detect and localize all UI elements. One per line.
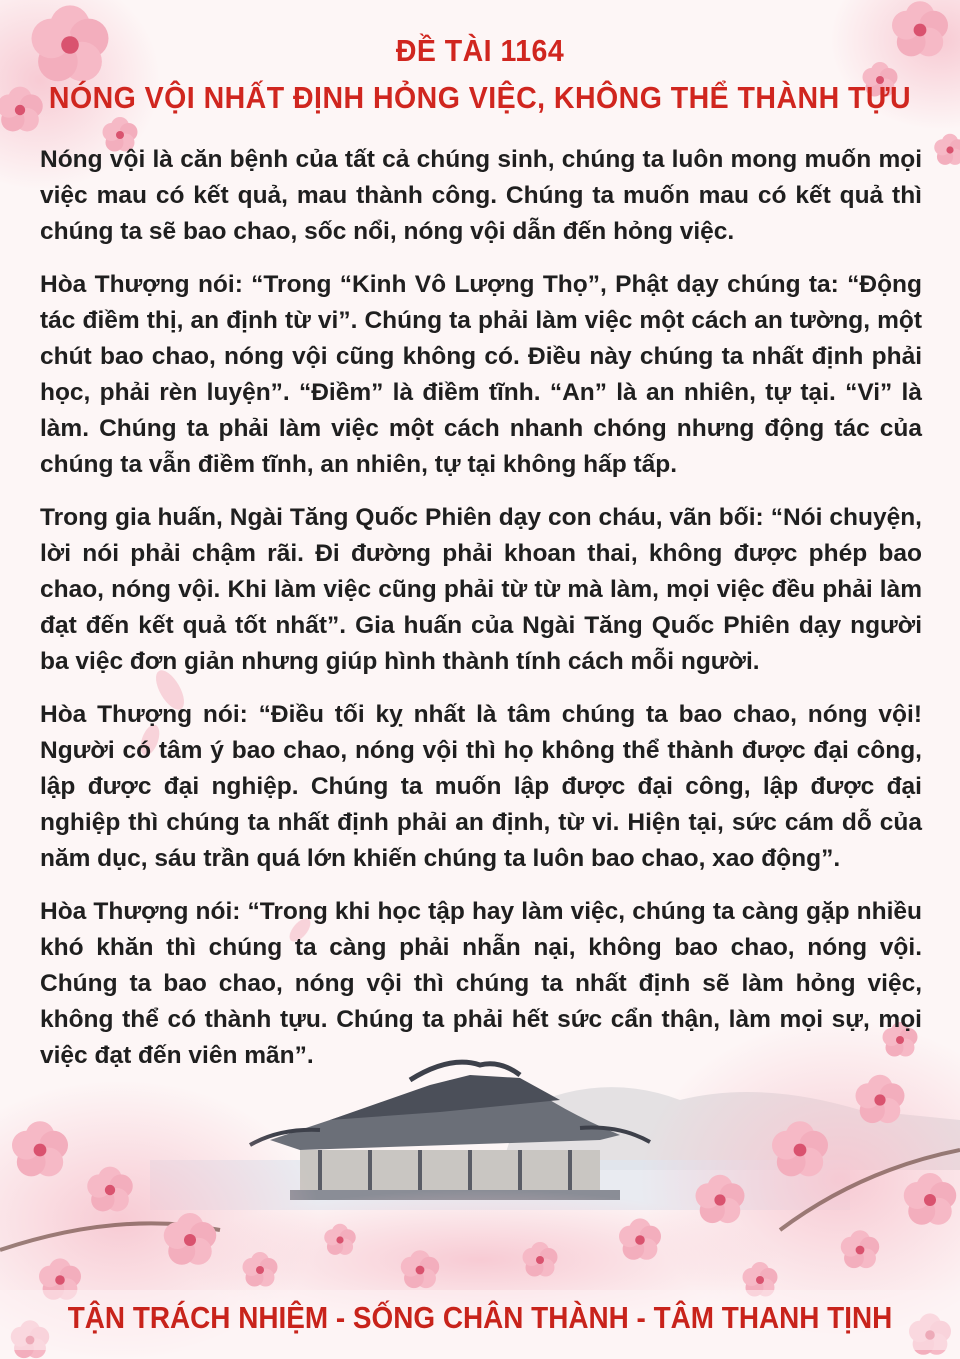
paragraph: Hòa Thượng nói: “Trong khi học tập hay làm việc, chúng ta càng gặp nhiều khó khăn thì chúng ta càng phải nhẫn nại, không bao chao, nóng vội. Chúng ta bao chao, nóng vội thì chúng ta nhất định sẽ làm hỏng việc, không thể có thành tựu. Chúng ta phải hết sức cẩn thận, làm mọi sự, mọi việc đạt đến viên mãn”.	[40, 898, 922, 1069]
paragraph: Hòa Thượng nói: “Điều tối kỵ nhất là tâm chúng ta bao chao, nóng vội! Người có tâm ý bao chao, nóng vội thì họ không thể thành được đại công, lập được đại nghiệp. Chúng ta muốn lập được đại công, lập được đại nghiệp thì chúng ta nhất định phải an định, từ vi. Hiện tại, sức cám dỗ của năm dục, sáu trần quá lớn khiến chúng ta luôn bao chao, xao động”.	[40, 701, 922, 872]
footer-motto: TẬN TRÁCH NHIỆM - SỐNG CHÂN THÀNH - TÂM THANH TỊNH	[67, 1300, 893, 1335]
paragraph: Hòa Thượng nói: “Trong “Kinh Vô Lượng Thọ”, Phật dạy chúng ta: “Động tác điềm thị, an định từ vi”. Chúng ta phải làm việc một cách an tường, một chút bao chao, nóng vội cũng không có. Điều này chúng ta nhất định phải học, phải rèn luyện”. “Điềm” là điềm tĩnh. “An” là an nhiên, tự tại. “Vi” là làm. Chúng ta phải làm việc một cách nhanh chóng nhưng động tác của chúng ta vẫn điềm tĩnh, an nhiên, tự tại không hấp tấp.	[40, 271, 922, 478]
paragraph: Trong gia huấn, Ngài Tăng Quốc Phiên dạy con cháu, vãn bối: “Nói chuyện, lời nói phải chậm rãi. Đi đường phải khoan thai, không được phép bao chao, nóng vội. Khi làm việc cũng phải từ từ mà làm, mọi việc đều phải làm đạt đến kết quả tốt nhất”. Gia huấn của Ngài Tăng Quốc Phiên dạy người ba việc đơn giản nhưng giúp hình thành tính cách mỗi người.	[40, 504, 922, 675]
article-body	[40, 142, 922, 1091]
topic-number: ĐỀ TÀI 1164	[395, 33, 565, 68]
paragraph: Nóng vội là căn bệnh của tất cả chúng sinh, chúng ta luôn mong muốn mọi việc mau có kết quả, mau thành công. Chúng ta muốn mau có kết quả thì chúng ta sẽ bao chao, sốc nổi, nóng vội dẫn đến hỏng việc.	[40, 146, 922, 245]
header	[0, 30, 960, 120]
page-title: NÓNG VỘI NHẤT ĐỊNH HỎNG VIỆC, KHÔNG THỂ THÀNH TỰU	[48, 80, 912, 115]
